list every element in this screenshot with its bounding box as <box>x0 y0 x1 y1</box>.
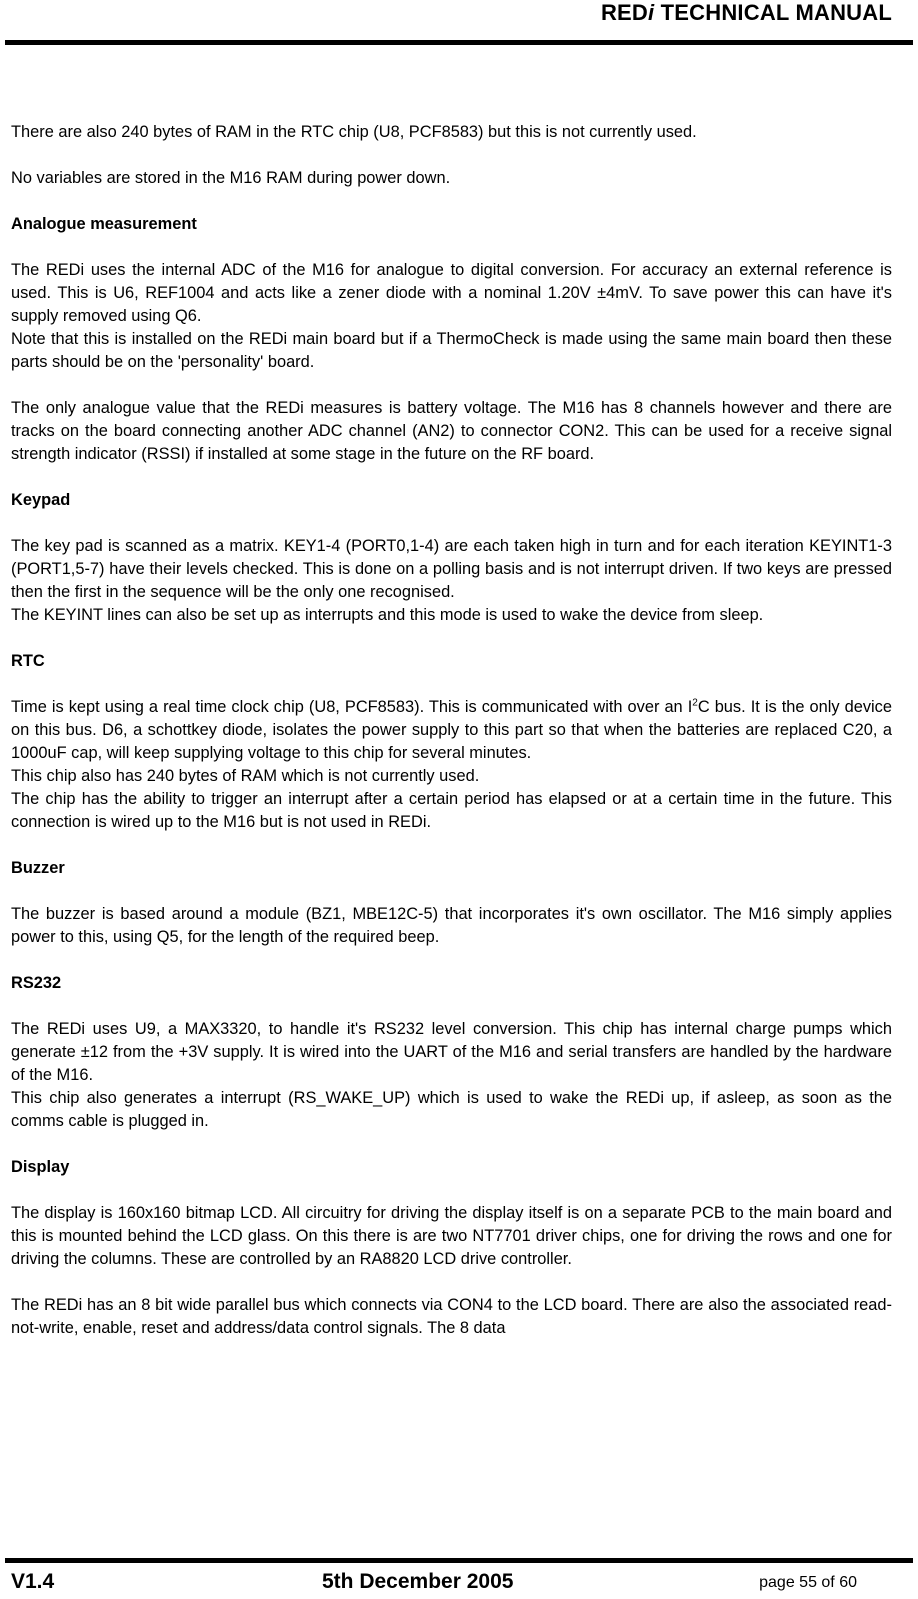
footer <box>11 1570 907 1596</box>
paragraph-rs232-conversion: The REDi uses U9, a MAX3320, to handle it's RS232 level conversion. This chip has internal charge pumps which generate ±12 from the +3V supply. It is wired into the UART of the M16 and serial transfers are handled by the hardware of the M16. <box>11 1020 892 1084</box>
footer-version: V1.4 <box>11 1570 55 1593</box>
heading-keypad: Keypad <box>11 491 71 509</box>
header-title-italic: i <box>648 0 655 25</box>
rtc-text-post: C bus. It is the only device on this bus. D6, a schottkey diode, isolates the power supply to this part so that when the batteries are replaced C20, a 1000uF cap, will keep supplying voltage to this chip for several minutes. <box>11 698 892 762</box>
paragraph-keypad-interrupts: The KEYINT lines can also be set up as interrupts and this mode is used to wake the device from sleep. <box>11 606 764 624</box>
paragraph-analogue-adc: The REDi uses the internal ADC of the M16 for analogue to digital conversion. For accuracy an external reference is used. This is U6, REF1004 and acts like a zener diode with a nominal 1.20V ±4mV. To save power this can have it's supply removed using Q6. <box>11 261 892 325</box>
header-title <box>601 0 892 26</box>
paragraph-rtc-clock <box>11 696 892 765</box>
heading-analogue-measurement: Analogue measurement <box>11 215 197 233</box>
rtc-text-superscript: 2 <box>692 697 698 709</box>
heading-display: Display <box>11 1158 70 1176</box>
header-title-suffix: TECHNICAL MANUAL <box>654 0 892 25</box>
paragraph-m16-ram: No variables are stored in the M16 RAM during power down. <box>11 169 451 187</box>
heading-rs232: RS232 <box>11 974 62 992</box>
paragraph-display-lcd: The display is 160x160 bitmap LCD. All circuitry for driving the display itself is on a separate PCB to the main board and this is mounted behind the LCD glass. On this there is are two NT7701 driver chips, one for driving the rows and one for driving the columns. These are controlled by an RA8820 LCD drive controller. <box>11 1204 892 1268</box>
header-title-prefix: RED <box>600 0 649 25</box>
heading-buzzer: Buzzer <box>11 859 65 877</box>
footer-date: 5th December 2005 <box>322 1570 514 1593</box>
footer-page-number: page 55 of 60 <box>759 1574 857 1591</box>
paragraph-analogue-note: Note that this is installed on the REDi main board but if a ThermoCheck is made using the same main board then these parts should be on the 'personality' board. <box>11 330 892 371</box>
paragraph-display-bus: The REDi has an 8 bit wide parallel bus which connects via CON4 to the LCD board. There are also the associated read-not-write, enable, reset and address/data control signals. The 8 data <box>11 1296 892 1337</box>
paragraph-buzzer: The buzzer is based around a module (BZ1, MBE12C-5) that incorporates it's own oscillator. The M16 simply applies power to this, using Q5, for the length of the required beep. <box>11 905 892 946</box>
paragraph-keypad-matrix: The key pad is scanned as a matrix. KEY1-4 (PORT0,1-4) are each taken high in turn and for each iteration KEYINT1-3 (PORT1,5-7) have their levels checked. This is done on a polling basis and is not interrupt driven. If two keys are pressed then the first in the sequence will be the only one recognised. <box>11 537 892 601</box>
paragraph-analogue-battery: The only analogue value that the REDi measures is battery voltage. The M16 has 8 channels however and there are tracks on the board connecting another ADC channel (AN2) to connector CON2. This can be used for a receive signal strength indicator (RSSI) if installed at some stage in the future on the RF board. <box>11 399 892 463</box>
heading-rtc: RTC <box>11 652 45 670</box>
footer-rule <box>5 1558 913 1563</box>
paragraph-rtc-ram: There are also 240 bytes of RAM in the RTC chip (U8, PCF8583) but this is not currently used. <box>11 123 697 141</box>
rtc-text-pre: Time is kept using a real time clock chip (U8, PCF8583). This is communicated with over an I <box>11 698 693 716</box>
header-rule <box>5 40 913 45</box>
paragraph-rtc-ram-note: This chip also has 240 bytes of RAM which is not currently used. <box>11 767 480 785</box>
paragraph-rs232-wake: This chip also generates a interrupt (RS_WAKE_UP) which is used to wake the REDi up, if asleep, as soon as the comms cable is plugged in. <box>11 1089 892 1130</box>
paragraph-rtc-interrupt: The chip has the ability to trigger an interrupt after a certain period has elapsed or at a certain time in the future. This connection is wired up to the M16 but is not used in REDi. <box>11 790 892 831</box>
document-body <box>11 121 892 1340</box>
